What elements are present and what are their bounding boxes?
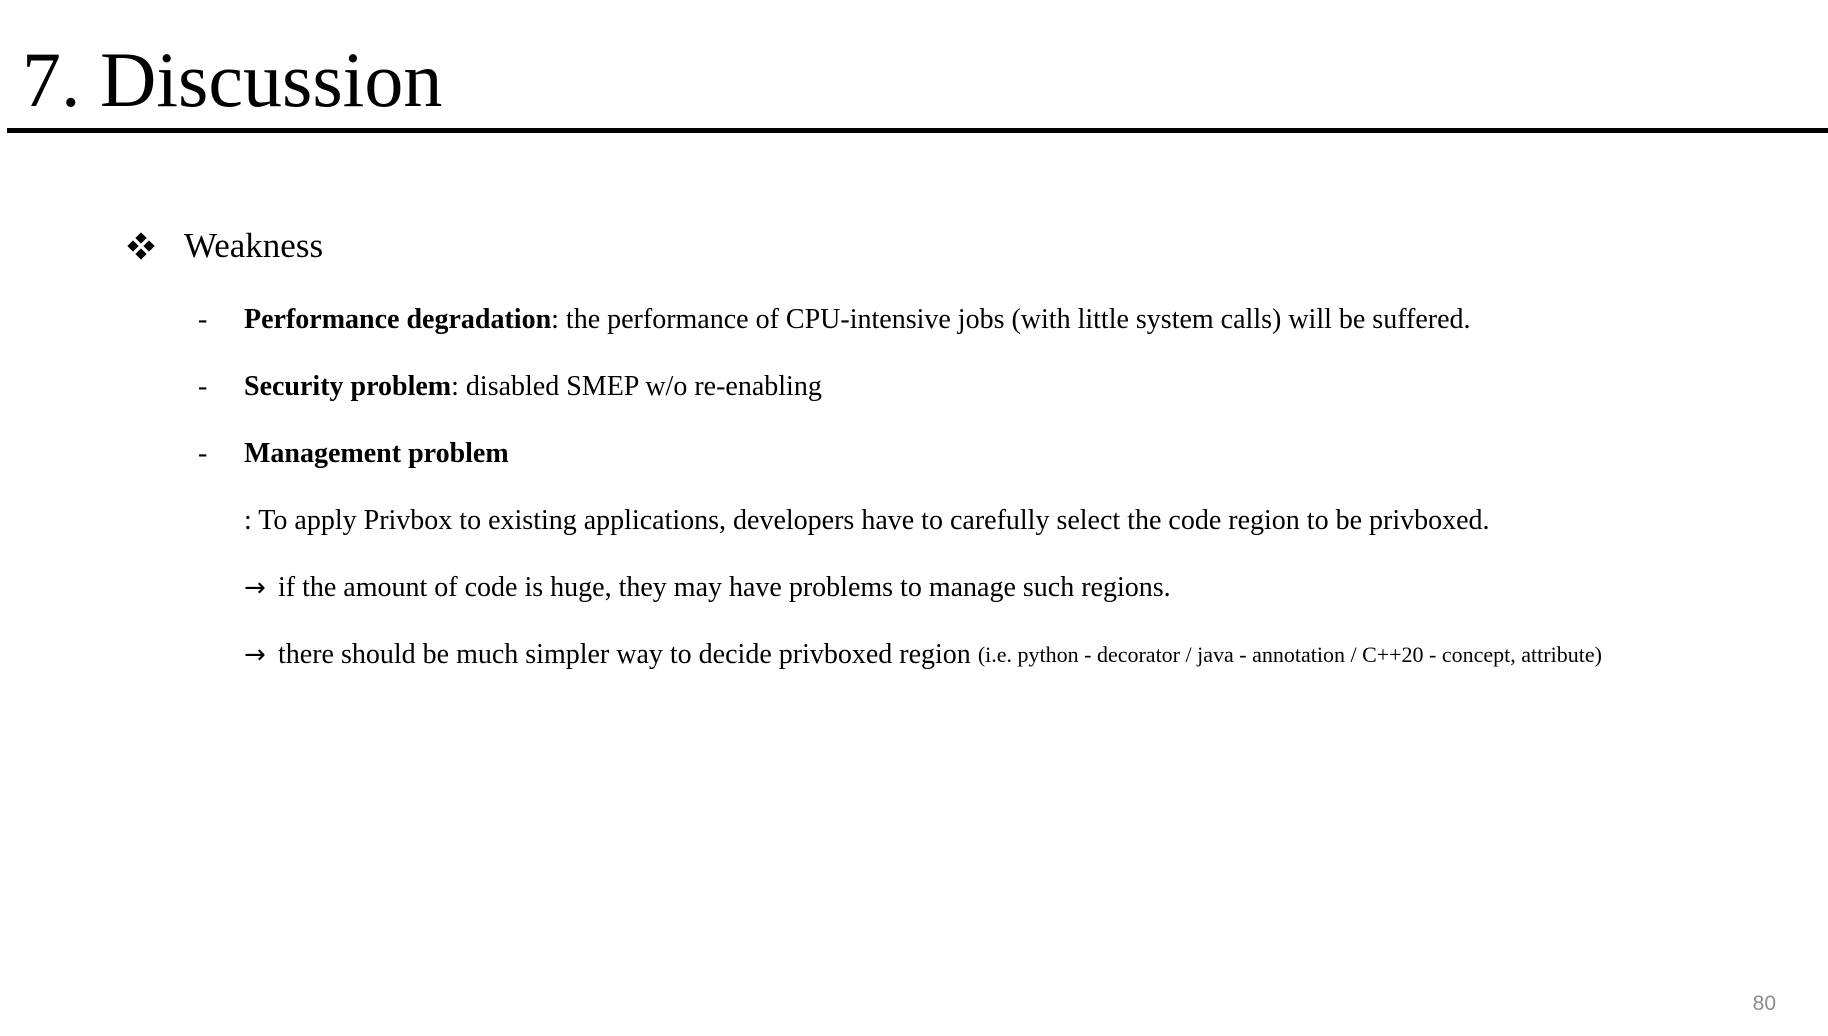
arrow-point-simpler-way: [244, 635, 1602, 675]
arrow-point-huge-code: [244, 568, 1171, 608]
management-detail: [244, 501, 1490, 541]
weakness-heading: Weakness: [184, 226, 324, 265]
right-arrow-icon: →: [244, 640, 266, 670]
dash-marker: -: [198, 371, 208, 402]
weakness-bullet: [128, 222, 323, 270]
dash-marker: -: [198, 304, 208, 335]
dash-marker: -: [198, 438, 208, 469]
slide-title: 7. Discussion: [22, 36, 443, 123]
four-diamond-bullet-icon: [128, 233, 154, 259]
page-number: 80: [1752, 992, 1776, 1015]
arrow-point-note: (i.e. python - decorator / java - annotation / C++20 - concept, attribute): [977, 642, 1602, 667]
list-item-performance: [198, 300, 1471, 340]
arrow-point-text: if the amount of code is huge, they may have problems to manage such regions.: [278, 572, 1171, 603]
item-term: Performance degradation: [244, 304, 552, 335]
item-term: Management problem: [244, 438, 509, 469]
title-divider: [7, 128, 1828, 133]
item-text: : the performance of CPU-intensive jobs (with little system calls) will be suffered.: [551, 304, 1471, 335]
right-arrow-icon: →: [244, 573, 266, 603]
list-item-management: [198, 434, 509, 474]
detail-text: : To apply Privbox to existing applications, developers have to carefully select the code region to be privboxed.: [244, 505, 1490, 536]
arrow-point-text: there should be much simpler way to decide privboxed region: [278, 639, 971, 670]
item-text: : disabled SMEP w/o re-enabling: [451, 371, 822, 402]
list-item-security: [198, 367, 822, 407]
item-term: Security problem: [244, 371, 452, 402]
